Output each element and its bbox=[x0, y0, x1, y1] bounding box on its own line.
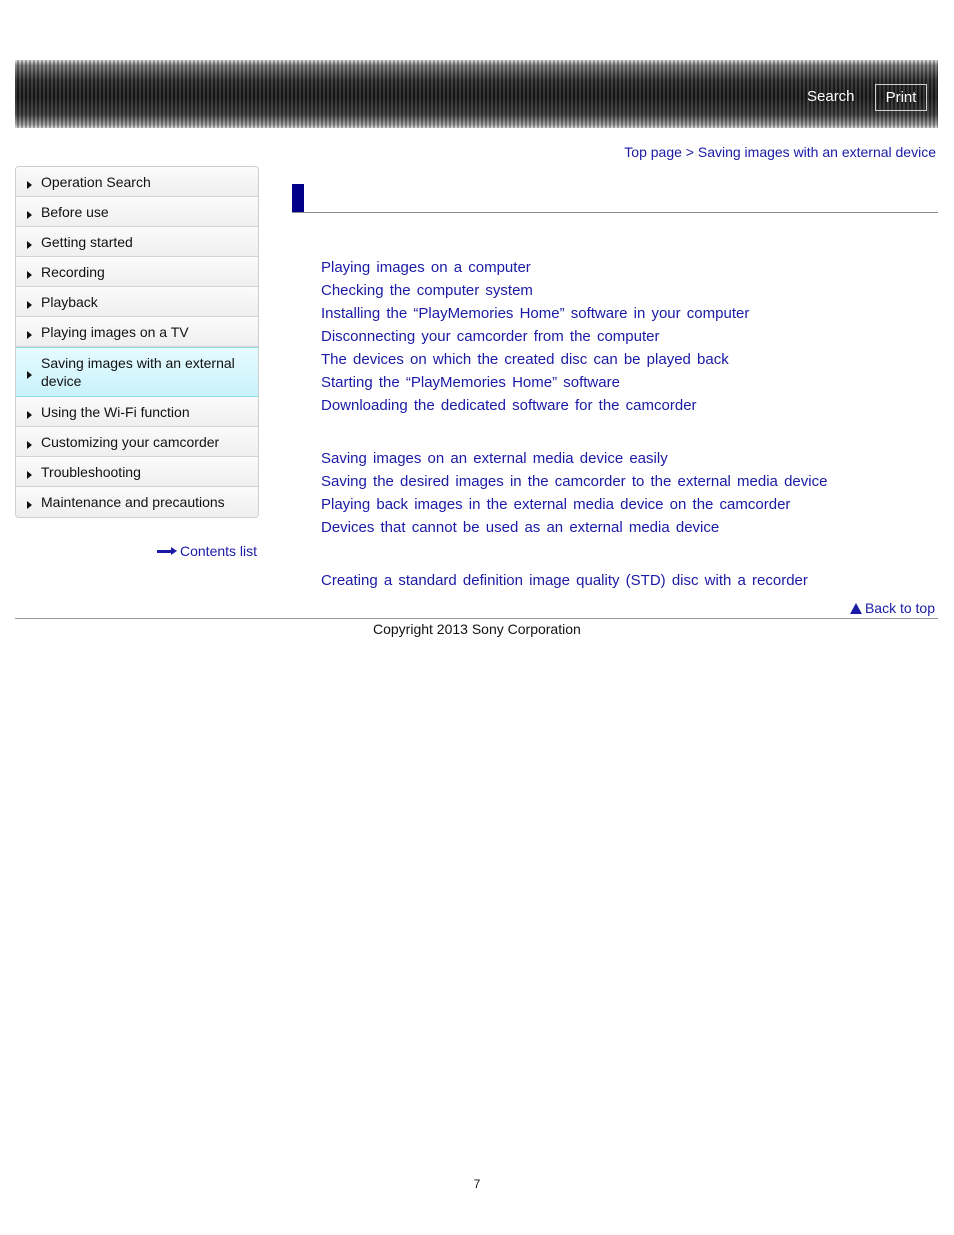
breadcrumb-separator: > bbox=[685, 144, 694, 160]
title-divider bbox=[292, 212, 938, 213]
sidebar-item-label: Saving images with an external device bbox=[41, 355, 235, 389]
topic-link[interactable]: Installing the “PlayMemories Home” software in your computer bbox=[321, 305, 750, 322]
copyright-text: Copyright 2013 Sony Corporation bbox=[373, 621, 581, 637]
sidebar-item-label: Playback bbox=[41, 293, 98, 310]
title-accent-bar bbox=[292, 184, 304, 213]
sidebar-item-wifi-function[interactable] bbox=[16, 397, 258, 427]
sidebar-item-label: Customizing your camcorder bbox=[41, 433, 220, 450]
triangle-right-icon bbox=[27, 371, 32, 379]
print-button[interactable]: Print bbox=[875, 84, 927, 111]
contents-list-link[interactable] bbox=[157, 543, 257, 559]
sidebar-item-troubleshooting[interactable] bbox=[16, 457, 258, 487]
triangle-right-icon bbox=[27, 331, 32, 339]
sidebar-item-playback[interactable] bbox=[16, 287, 258, 317]
sidebar-item-label: Maintenance and precautions bbox=[41, 494, 225, 510]
sidebar-item-saving-images-external-device[interactable] bbox=[16, 347, 258, 397]
sidebar-item-label: Operation Search bbox=[41, 173, 151, 190]
triangle-right-icon bbox=[27, 441, 32, 449]
sidebar-item-customizing[interactable] bbox=[16, 427, 258, 457]
breadcrumb bbox=[624, 144, 936, 160]
triangle-right-icon bbox=[27, 301, 32, 309]
link-group-computer bbox=[321, 256, 749, 417]
link-group-external-media bbox=[321, 447, 827, 539]
arrow-right-icon bbox=[157, 547, 177, 555]
sidebar-item-playing-images-on-tv[interactable] bbox=[16, 317, 258, 347]
triangle-right-icon bbox=[27, 241, 32, 249]
sidebar-item-label: Before use bbox=[41, 203, 109, 220]
topic-link[interactable]: Saving the desired images in the camcorder to the external media device bbox=[321, 473, 828, 490]
footer-divider bbox=[15, 618, 938, 619]
sidebar-item-operation-search[interactable] bbox=[16, 167, 258, 197]
topic-link[interactable]: Devices that cannot be used as an external media device bbox=[321, 519, 720, 536]
page-number: 7 bbox=[473, 1177, 481, 1191]
sidebar-item-label: Troubleshooting bbox=[41, 463, 141, 480]
back-to-top-link[interactable] bbox=[850, 600, 935, 616]
sidebar-item-label: Playing images on a TV bbox=[41, 323, 189, 340]
header-bar bbox=[15, 60, 938, 128]
contents-list-label: Contents list bbox=[180, 543, 258, 559]
sidebar-nav bbox=[15, 166, 259, 518]
link-group-recorder bbox=[321, 569, 808, 592]
topic-link[interactable]: Creating a standard definition image quality (STD) disc with a recorder bbox=[321, 572, 808, 589]
breadcrumb-top-page-link[interactable]: Top page bbox=[624, 144, 682, 160]
triangle-up-icon bbox=[850, 603, 862, 614]
sidebar-item-recording[interactable] bbox=[16, 257, 258, 287]
topic-link[interactable]: Downloading the dedicated software for the camcorder bbox=[321, 397, 697, 414]
triangle-right-icon bbox=[27, 411, 32, 419]
triangle-right-icon bbox=[27, 211, 32, 219]
triangle-right-icon bbox=[27, 471, 32, 479]
topic-link[interactable]: Playing back images in the external media device on the camcorder bbox=[321, 496, 791, 513]
triangle-right-icon bbox=[27, 181, 32, 189]
topic-link[interactable]: Playing images on a computer bbox=[321, 259, 531, 276]
sidebar-item-label: Using the Wi-Fi function bbox=[41, 403, 190, 420]
sidebar-item-label: Getting started bbox=[41, 233, 133, 250]
back-to-top-label: Back to top bbox=[864, 600, 935, 616]
sidebar-item-before-use[interactable] bbox=[16, 197, 258, 227]
sidebar-item-maintenance[interactable] bbox=[16, 487, 258, 517]
sidebar-item-getting-started[interactable] bbox=[16, 227, 258, 257]
topic-link[interactable]: Saving images on an external media device easily bbox=[321, 450, 668, 467]
breadcrumb-current-link[interactable]: Saving images with an external device bbox=[697, 144, 936, 160]
triangle-right-icon bbox=[27, 271, 32, 279]
triangle-right-icon bbox=[27, 501, 32, 509]
topic-link[interactable]: Disconnecting your camcorder from the computer bbox=[321, 328, 660, 345]
topic-link[interactable]: The devices on which the created disc can be played back bbox=[321, 351, 729, 368]
topic-link[interactable]: Checking the computer system bbox=[321, 282, 533, 299]
search-link[interactable]: Search bbox=[807, 88, 855, 105]
sidebar-item-label: Recording bbox=[41, 263, 105, 280]
topic-link[interactable]: Starting the “PlayMemories Home” software bbox=[321, 374, 620, 391]
